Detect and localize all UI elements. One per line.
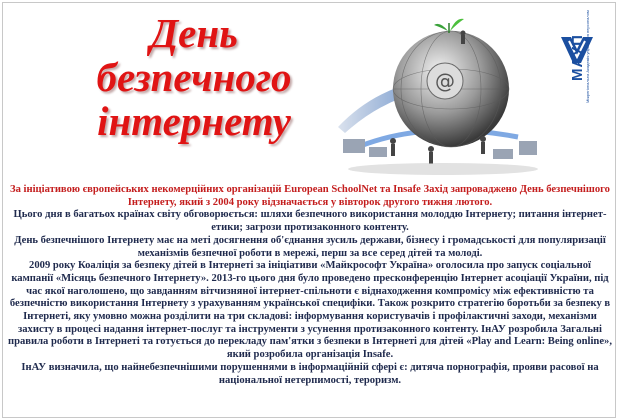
title-line-3: інтернету — [97, 98, 291, 144]
logo-subtitle: Міжрегіональна Академія управління персоналом — [585, 10, 590, 103]
globe-illustration — [333, 9, 548, 179]
svg-text:@: @ — [435, 69, 455, 93]
logo-name: МАУП — [569, 34, 586, 81]
title-line-1: День — [150, 10, 238, 56]
maup-logo — [551, 10, 601, 161]
paragraph-2: Цього дня в багатьох країнах світу обговорюється: шляхи безпечного використання молоддю Інтернету; питання інтернет-етики; загрози протизаконного контенту. — [13, 209, 607, 234]
paragraph-4: 2009 року Коаліція за безпеку дітей в Інтернеті за ініціативи «Майкрософт Україна» оголосила про запуск соціальної кампанії «Місяць безпечного Інтернету». 2013-го цього дня було проведено пресконференцію Інтернет асоціації України, під час якої наголошено, що завданням вітчизняної інтернет-спільноти є віднаходження компромісу між ефективністю та безпечністю використання Інтернету з урахуванням української специфіки. Також розкрито стратегію боротьби за безпеку в Інтернеті, яку умовно можна розділити на три складові: інформування користувачів і профілактичні заходи, механізми захисту в процесі надання інтернет-послуг та інструменти з усунення протизаконного контенту. ІнАУ розробила Загальні правила роботи в Інтернеті та готується до перекладу пам'ятки з безпеки в Інтернеті для дітей «Play and Learn: Being online», який розробила організація Insafe. — [8, 260, 612, 361]
page-frame — [2, 2, 616, 418]
paragraph-5: ІнАУ визначила, що найнебезпечнішими порушеннями в інформаційній сфері є: дитяча порнографія, прояви расової на національної нетерпимості, тероризм. — [21, 361, 599, 386]
article-body — [7, 184, 613, 387]
page-title — [69, 11, 319, 143]
paragraph-3: День безпечнішого Інтернету має на меті досягнення об'єднання зусиль держави, бізнесу і громадськості для популяризації механізмів безпечної роботи в мережі, перш за все серед дітей та молоді. — [14, 234, 606, 259]
intro-paragraph: За ініціативою європейських некомерційних організацій European SchoolNet та Insafe Захід запроваджено День безпечнішого Інтернету, який з 2004 року відзначається у вівторок другого тижня лютого. — [10, 184, 610, 208]
title-line-2: безпечного — [96, 54, 292, 100]
